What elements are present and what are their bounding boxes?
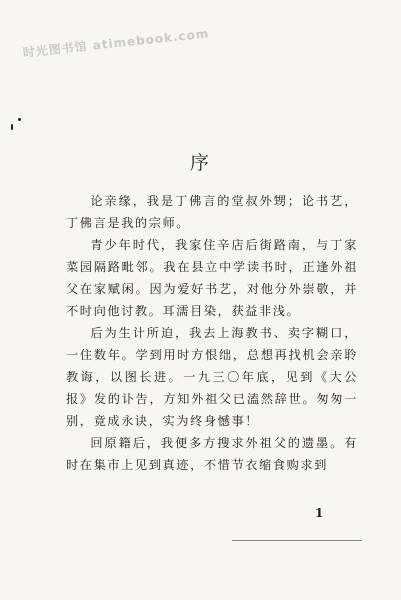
paragraph: 论亲缘，我是丁佛言的堂叔外甥；论书艺，丁佛言是我的宗师。 (66, 194, 358, 230)
scan-speck (18, 118, 21, 121)
page-title: 序 (189, 152, 211, 174)
watermark: 时光图书馆 atimebook.com (22, 26, 210, 60)
page-number: 1 (315, 506, 324, 520)
body-text (66, 190, 358, 476)
paragraph: 后为生计所迫，我去上海教书、卖字糊口，一住数年。学到用时方恨绌，总想再找机会亲聆教诲，以图长进。一九三〇年底，见到《大公报》发的讣告，方知外祖父已溘然辞世。匆匆一别，竟成永诀，实为终身憾事！ (66, 326, 358, 428)
footer-rule (232, 540, 362, 541)
paragraph: 青少年时代，我家住辛店后街路南，与丁家菜园隔路毗邻。我在县立中学读书时，正逢外祖父在家赋闲。因为爱好书艺，对他分外崇敬，并不时向他讨教。耳濡目染，获益非浅。 (66, 238, 358, 318)
scan-speck (11, 124, 13, 130)
paragraph: 回原籍后，我便多方搜求外祖父的遗墨。有时在集市上见到真迹，不惜节衣缩食购求到 (66, 436, 358, 472)
